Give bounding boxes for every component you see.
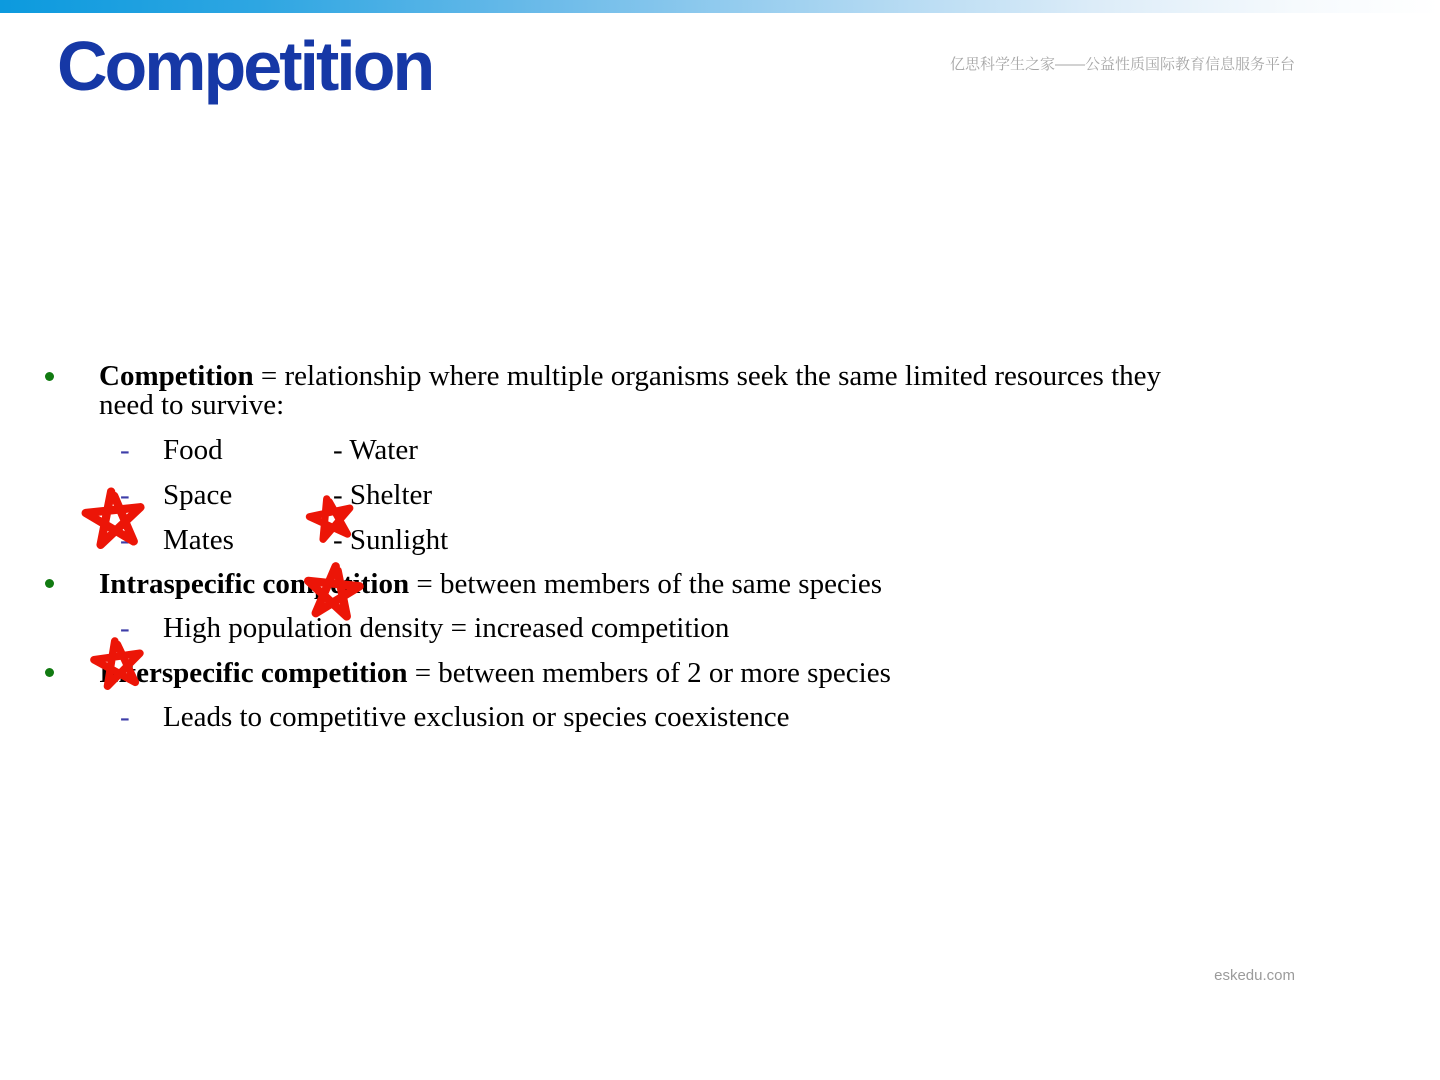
sub-dash: - — [120, 434, 130, 466]
bullet2-text: Intraspecific competition = between members of the same species — [99, 568, 883, 600]
bullet3-text: Interspecific competition = between members of 2 or more species — [99, 657, 891, 689]
term-interspecific: Interspecific competition — [99, 657, 408, 689]
resource-left: Food — [163, 434, 223, 466]
resource-row-food — [0, 436, 1440, 465]
bullet1-text-line1: Competition = relationship where multiple organisms seek the same limited resources they — [99, 360, 1162, 392]
org-header-text: 亿思科学生之家——公益性质国际教育信息服务平台 — [949, 56, 1295, 73]
bullet3-line — [0, 659, 1440, 688]
bullet3-sub-text: Leads to competitive exclusion or species coexistence — [163, 701, 790, 733]
term-competition: Competition — [99, 360, 254, 392]
page-title: Competition — [57, 27, 433, 105]
resource-right: - Water — [333, 434, 418, 466]
resource-left: Space — [163, 479, 233, 511]
top-gradient-bar — [0, 0, 1440, 13]
term-intraspecific: Intraspecific competition — [99, 568, 410, 600]
bullet2-line — [0, 570, 1440, 599]
resource-right: - Sunlight — [333, 524, 449, 556]
sub-dash: - — [120, 524, 130, 556]
sub-dash: - — [120, 479, 130, 511]
sub-dash: - — [120, 701, 130, 733]
bullet1-line2 — [0, 391, 1440, 420]
resource-right: - Shelter — [333, 479, 433, 511]
bullet1-text-line2: need to survive: — [99, 389, 285, 421]
resource-left: Mates — [163, 524, 234, 556]
bullet3-sub-line — [0, 703, 1440, 732]
bullet1-line1 — [0, 362, 1440, 391]
footer-site-text: eskedu.com — [1214, 967, 1295, 984]
bullet2-sub-text: High population density = increased competition — [163, 612, 730, 644]
sub-dash: - — [120, 612, 130, 644]
resource-row-mates — [0, 526, 1440, 555]
resource-row-space — [0, 481, 1440, 510]
bullet2-sub-line — [0, 614, 1440, 643]
